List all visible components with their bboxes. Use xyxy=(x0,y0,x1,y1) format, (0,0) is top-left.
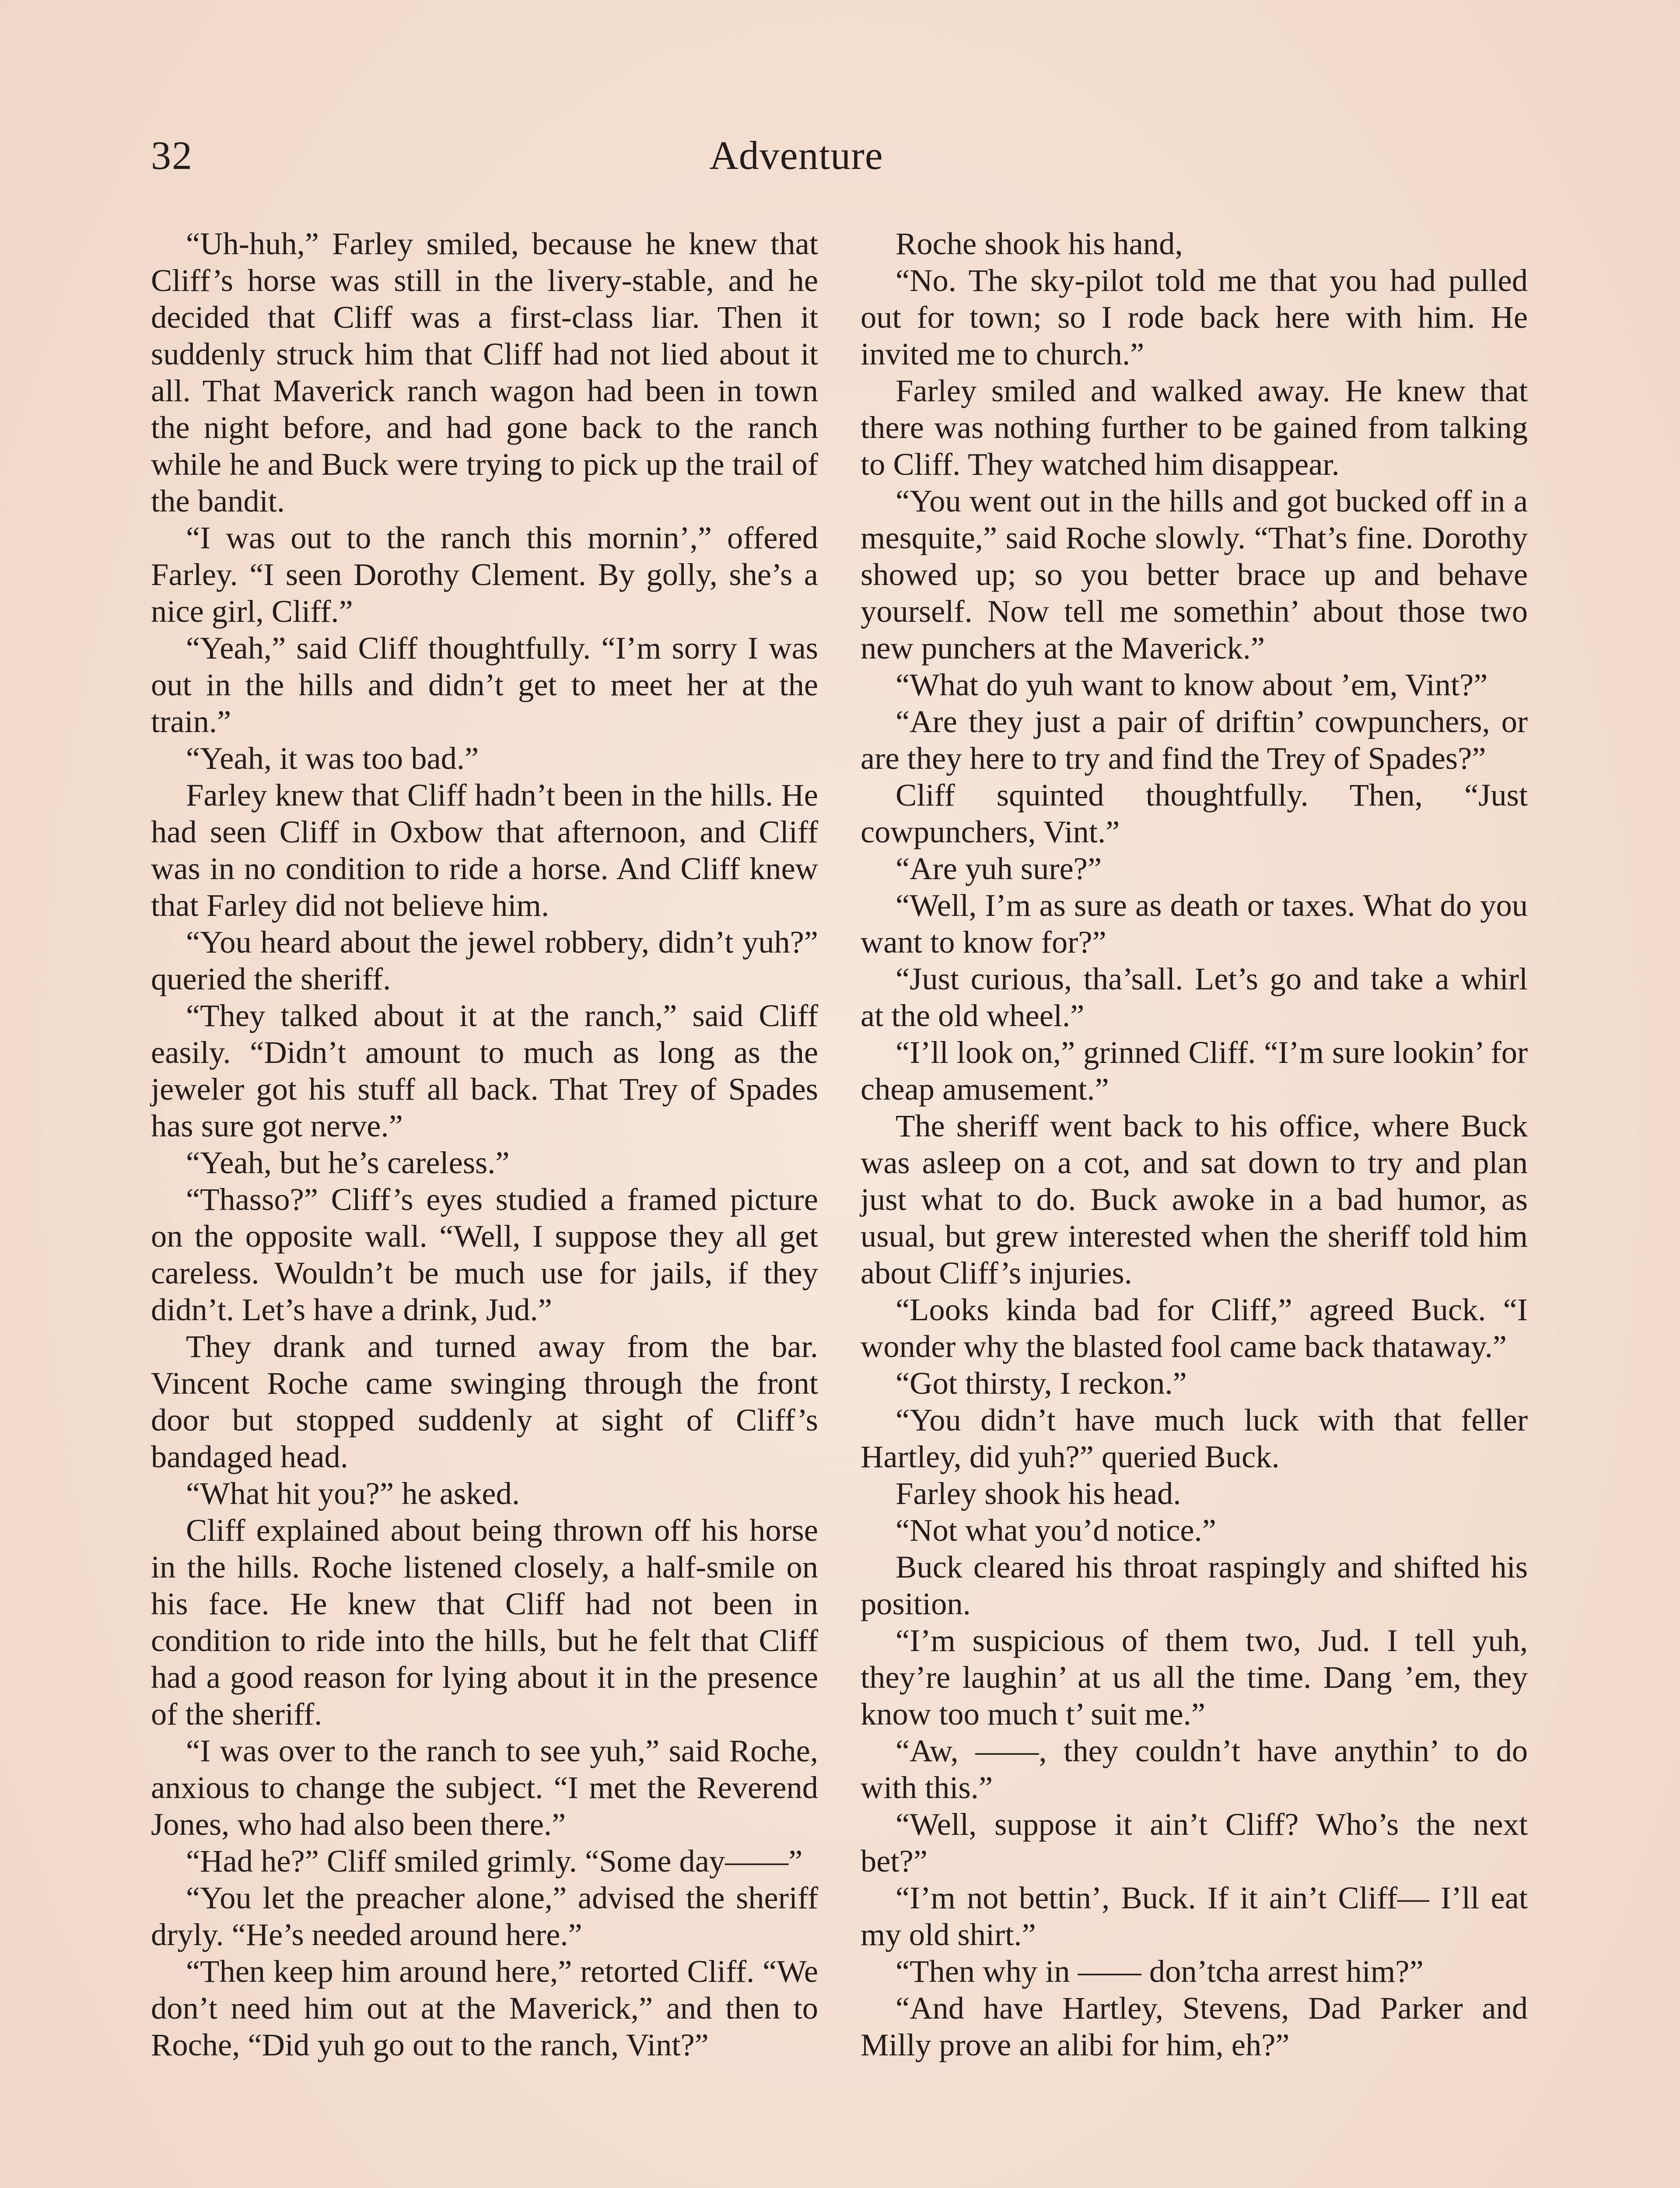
paragraph: “I’m suspicious of them two, Jud. I tell yuh, they’re laughin’ at us all the time. Dang ’em, they know too much t’ suit me.” xyxy=(861,1623,1528,1732)
paragraph: Farley smiled and walked away. He knew that there was nothing further to be gained from talking to Cliff. They watched him disappear. xyxy=(861,373,1528,482)
paragraph: “Got thirsty, I reckon.” xyxy=(896,1365,1187,1401)
right-column xyxy=(861,225,1528,2063)
paragraph: “You went out in the hills and got bucked off in a mesquite,” said Roche slowly. “That’s fine. Dorothy showed up; so you better brace up and behave yourself. Now tell me somethin’ about those two new punchers at the Maverick.” xyxy=(861,483,1528,666)
paragraph: “I’m not bettin’, Buck. If it ain’t Cliff— I’ll eat my old shirt.” xyxy=(861,1880,1528,1952)
paragraph: “Thasso?” Cliff’s eyes studied a framed picture on the opposite wall. “Well, I suppose they all get careless. Wouldn’t be much use for jails, if they didn’t. Let’s have a drink, Jud.” xyxy=(151,1182,818,1327)
paragraph: The sheriff went back to his office, where Buck was asleep on a cot, and sat down to try and plan just what to do. Buck awoke in a bad humor, as usual, but grew interested when the sheriff told him about Cliff’s injuries. xyxy=(861,1108,1528,1290)
paragraph: “Are yuh sure?” xyxy=(896,851,1102,886)
paragraph: “Aw, ——, they couldn’t have anythin’ to do with this.” xyxy=(861,1733,1528,1805)
paragraph: Roche shook his hand, xyxy=(896,226,1183,261)
paragraph: “Then why in —— don’tcha arrest him?” xyxy=(896,1953,1424,1989)
paragraph: “They talked about it at the ranch,” said Cliff easily. “Didn’t amount to much as long as the jeweler got his stuff all back. That Trey of Spades has sure got nerve.” xyxy=(151,998,818,1143)
paragraph: They drank and turned away from the bar. Vincent Roche came swinging through the front door but stopped suddenly at sight of Cliff’s bandaged head. xyxy=(151,1329,818,1474)
paragraph: Cliff squinted thoughtfully. Then, “Just cowpunchers, Vint.” xyxy=(861,777,1528,849)
paragraph: “Had he?” Cliff smiled grimly. “Some day——” xyxy=(186,1843,803,1879)
paragraph: “You let the preacher alone,” advised the sheriff dryly. “He’s needed around here.” xyxy=(151,1880,818,1952)
paragraph: “Yeah,” said Cliff thoughtfully. “I’m sorry I was out in the hills and didn’t get to meet her at the train.” xyxy=(151,630,818,739)
page-number: 32 xyxy=(151,133,193,178)
paragraph: “Well, suppose it ain’t Cliff? Who’s the next bet?” xyxy=(861,1806,1528,1879)
left-column xyxy=(151,225,818,2063)
paragraph: Farley knew that Cliff hadn’t been in the hills. He had seen Cliff in Oxbow that afternoon, and Cliff was in no condition to ride a horse. And Cliff knew that Farley did not believe him. xyxy=(151,777,818,923)
paragraph: “Not what you’d notice.” xyxy=(896,1512,1216,1548)
paragraph: “Then keep him around here,” retorted Cliff. “We don’t need him out at the Maverick,” and then to Roche, “Did yuh go out to the ranch, Vint?” xyxy=(151,1953,818,2062)
paragraph: “No. The sky-pilot told me that you had pulled out for town; so I rode back here with him. He invited me to church.” xyxy=(861,263,1528,372)
paragraph: “Yeah, it was too bad.” xyxy=(186,740,479,776)
paragraph: “You heard about the jewel robbery, didn’t yuh?” queried the sheriff. xyxy=(151,924,818,996)
paragraph: Cliff explained about being thrown off his horse in the hills. Roche listened closely, a half-smile on his face. He knew that Cliff had not been in condition to ride into the hills, but he felt that Cliff had a good reason for lying about it in the presence of the sheriff. xyxy=(151,1512,818,1732)
paragraph: “Looks kinda bad for Cliff,” agreed Buck. “I wonder why the blasted fool came back thataway.” xyxy=(861,1292,1528,1364)
paragraph: “Uh-huh,” Farley smiled, because he knew that Cliff’s horse was still in the livery-stable, and he decided that Cliff was a first-class liar. Then it suddenly struck him that Cliff had not lied about it all. That Maverick ranch wagon had been in town the night before, and had gone back to the ranch while he and Buck were trying to pick up the trail of the bandit. xyxy=(151,226,818,519)
paragraph: “What hit you?” he asked. xyxy=(186,1476,520,1511)
paragraph: Farley shook his head. xyxy=(896,1476,1181,1511)
paragraph: “Well, I’m as sure as death or taxes. What do you want to know for?” xyxy=(861,887,1528,960)
running-title: Adventure xyxy=(709,133,883,178)
paragraph: “Just curious, tha’sall. Let’s go and take a whirl at the old wheel.” xyxy=(861,961,1528,1033)
paragraph: “I was over to the ranch to see yuh,” said Roche, anxious to change the subject. “I met the Reverend Jones, who had also been there.” xyxy=(151,1733,818,1842)
paragraph: “Yeah, but he’s careless.” xyxy=(186,1145,510,1180)
paragraph: “You didn’t have much luck with that feller Hartley, did yuh?” queried Buck. xyxy=(861,1402,1528,1474)
paragraph: “And have Hartley, Stevens, Dad Parker and Milly prove an alibi for him, eh?” xyxy=(861,1990,1528,2062)
paragraph: Buck cleared his throat raspingly and shifted his position. xyxy=(861,1549,1528,1621)
paragraph: “I’ll look on,” grinned Cliff. “I’m sure lookin’ for cheap amusement.” xyxy=(861,1034,1528,1107)
paragraph: “I was out to the ranch this mornin’,” offered Farley. “I seen Dorothy Clement. By golly, she’s a nice girl, Cliff.” xyxy=(151,520,818,629)
paragraph: “What do yuh want to know about ’em, Vint?” xyxy=(896,667,1488,702)
paragraph: “Are they just a pair of driftin’ cowpunchers, or are they here to try and find the Trey of Spades?” xyxy=(861,704,1528,776)
